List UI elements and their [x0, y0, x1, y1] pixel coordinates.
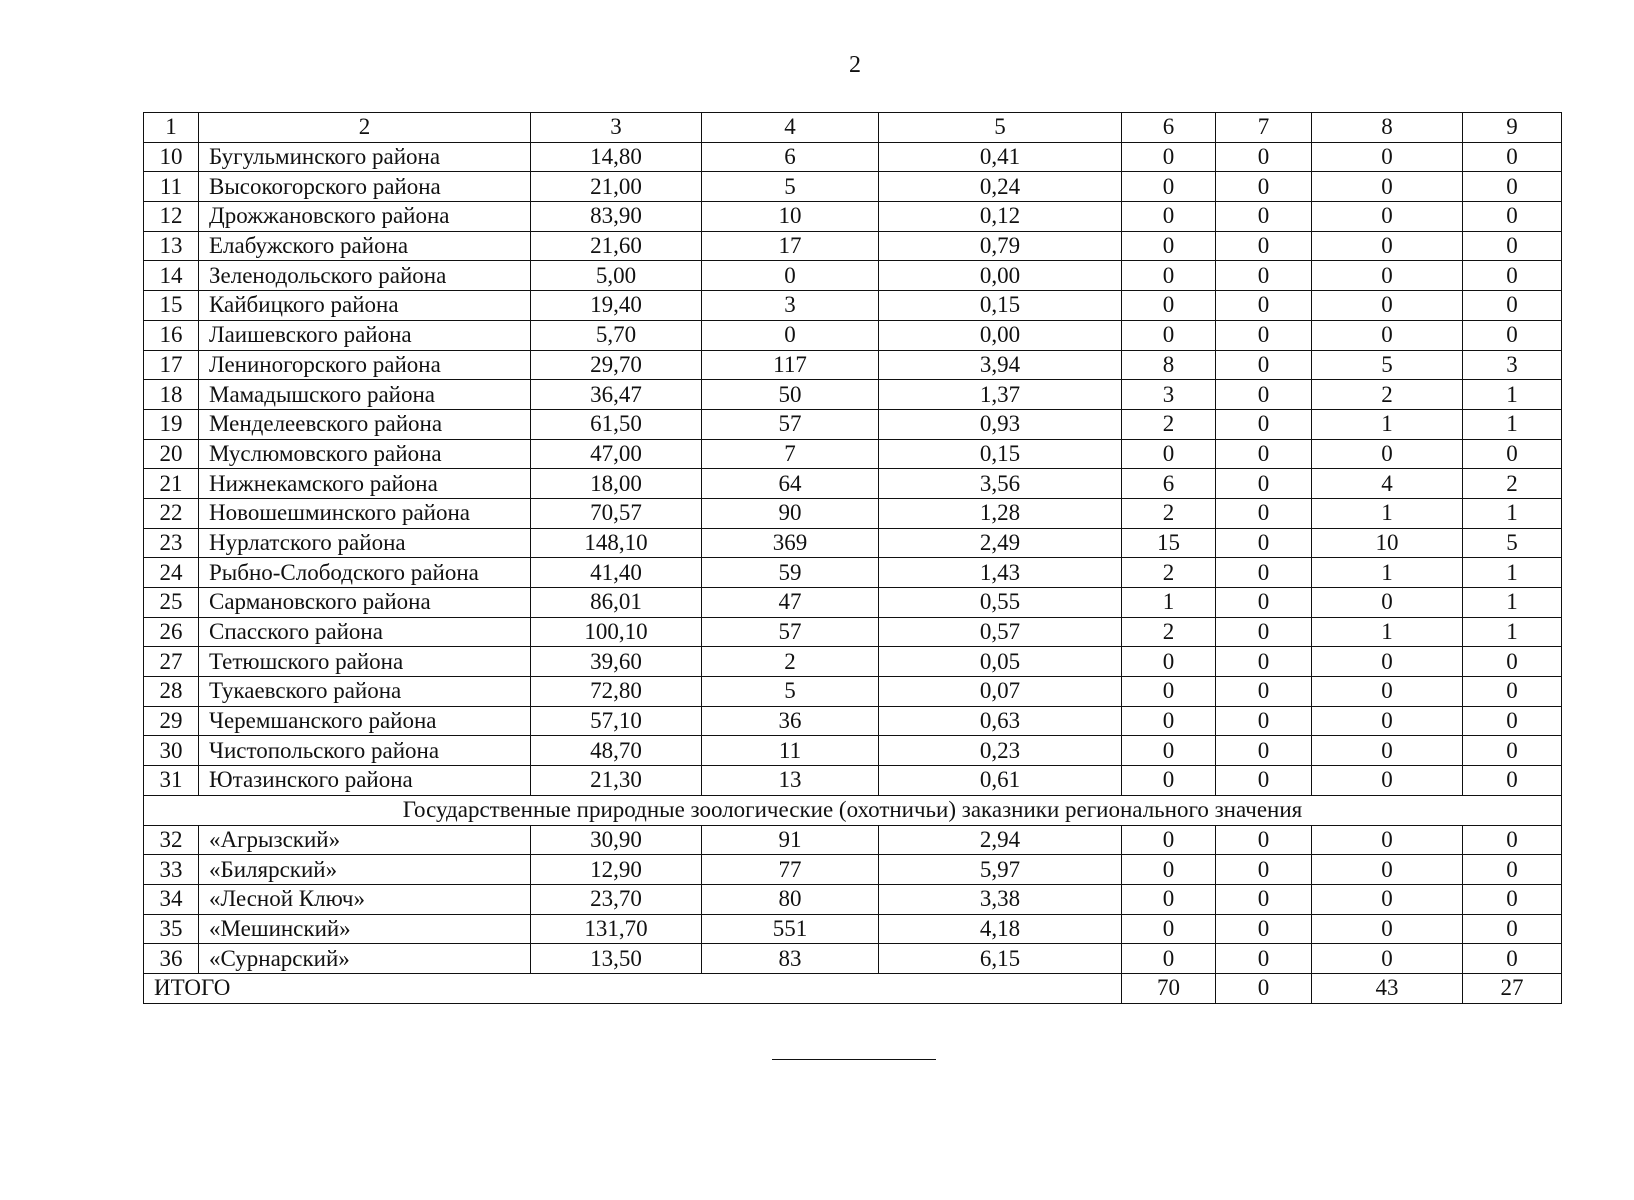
row-value: 2 [702, 647, 879, 677]
row-name: Елабужского района [199, 231, 531, 261]
header-cell: 8 [1312, 113, 1463, 143]
row-value: 0 [1216, 202, 1312, 232]
table-row [144, 706, 1562, 736]
row-value: 6 [702, 142, 879, 172]
row-number: 30 [144, 736, 199, 766]
section-row [144, 795, 1562, 825]
row-value: 6 [1122, 469, 1216, 499]
row-value: 1 [1463, 588, 1562, 618]
row-value: 0 [1463, 914, 1562, 944]
row-value: 36,47 [531, 380, 702, 410]
row-number: 21 [144, 469, 199, 499]
row-name: Чистопольского района [199, 736, 531, 766]
row-number: 12 [144, 202, 199, 232]
row-value: 0 [702, 261, 879, 291]
row-number: 25 [144, 588, 199, 618]
total-value: 70 [1122, 973, 1216, 1003]
table-row [144, 291, 1562, 321]
table-row [144, 855, 1562, 885]
table-row [144, 528, 1562, 558]
row-number: 32 [144, 825, 199, 855]
row-value: 0 [1216, 409, 1312, 439]
row-value: 3 [1463, 350, 1562, 380]
row-value: 1 [1463, 498, 1562, 528]
row-value: 1 [1463, 617, 1562, 647]
row-name: Лениногорского района [199, 350, 531, 380]
row-value: 18,00 [531, 469, 702, 499]
row-value: 61,50 [531, 409, 702, 439]
row-value: 47 [702, 588, 879, 618]
row-number: 29 [144, 706, 199, 736]
row-value: 0 [1122, 231, 1216, 261]
row-value: 90 [702, 498, 879, 528]
row-value: 2 [1122, 409, 1216, 439]
total-row [144, 973, 1562, 1003]
row-value: 0,07 [879, 677, 1122, 707]
row-value: 0 [1122, 261, 1216, 291]
row-value: 5 [702, 172, 879, 202]
row-name: Тукаевского района [199, 677, 531, 707]
table-row [144, 469, 1562, 499]
row-value: 2 [1122, 558, 1216, 588]
row-value: 0 [1312, 202, 1463, 232]
row-value: 7 [702, 439, 879, 469]
row-value: 0 [1122, 766, 1216, 796]
row-value: 0 [1216, 172, 1312, 202]
row-value: 3 [1122, 380, 1216, 410]
data-table [143, 112, 1562, 1004]
row-value: 6,15 [879, 944, 1122, 974]
row-value: 0 [1216, 528, 1312, 558]
row-value: 0 [1463, 855, 1562, 885]
row-value: 4,18 [879, 914, 1122, 944]
row-number: 18 [144, 380, 199, 410]
row-value: 48,70 [531, 736, 702, 766]
row-value: 0,05 [879, 647, 1122, 677]
total-label: ИТОГО [144, 973, 1122, 1003]
row-value: 0,61 [879, 766, 1122, 796]
row-name: Новошешминского района [199, 498, 531, 528]
row-name: Ютазинского района [199, 766, 531, 796]
table-row [144, 825, 1562, 855]
row-value: 0,00 [879, 320, 1122, 350]
row-value: 0 [1122, 291, 1216, 321]
row-number: 20 [144, 439, 199, 469]
row-value: 21,60 [531, 231, 702, 261]
row-value: 0 [1312, 677, 1463, 707]
table-row [144, 261, 1562, 291]
row-name: Муслюмовского района [199, 439, 531, 469]
header-cell: 9 [1463, 113, 1562, 143]
row-value: 0 [1463, 944, 1562, 974]
row-name: Менделеевского района [199, 409, 531, 439]
row-number: 35 [144, 914, 199, 944]
page-number: 2 [849, 52, 861, 78]
row-value: 1 [1312, 409, 1463, 439]
row-value: 5,00 [531, 261, 702, 291]
row-value: 0 [702, 320, 879, 350]
row-number: 16 [144, 320, 199, 350]
row-value: 21,30 [531, 766, 702, 796]
row-value: 0 [1216, 766, 1312, 796]
table-row [144, 142, 1562, 172]
row-name: Бугульминского района [199, 142, 531, 172]
total-value: 43 [1312, 973, 1463, 1003]
row-number: 33 [144, 855, 199, 885]
row-name: Сармановского района [199, 588, 531, 618]
row-value: 64 [702, 469, 879, 499]
row-value: 0 [1312, 706, 1463, 736]
row-value: 12,90 [531, 855, 702, 885]
table-row [144, 884, 1562, 914]
row-value: 131,70 [531, 914, 702, 944]
row-value: 0 [1216, 825, 1312, 855]
row-value: 0 [1463, 706, 1562, 736]
row-number: 26 [144, 617, 199, 647]
row-number: 34 [144, 884, 199, 914]
row-value: 15 [1122, 528, 1216, 558]
row-value: 0 [1122, 142, 1216, 172]
header-cell: 4 [702, 113, 879, 143]
table-row [144, 409, 1562, 439]
header-row [144, 113, 1562, 143]
header-cell: 7 [1216, 113, 1312, 143]
table-row [144, 558, 1562, 588]
row-name: «Билярский» [199, 855, 531, 885]
row-value: 2,49 [879, 528, 1122, 558]
row-value: 59 [702, 558, 879, 588]
end-rule [772, 1059, 936, 1060]
row-name: Нурлатского района [199, 528, 531, 558]
row-number: 11 [144, 172, 199, 202]
row-value: 0 [1122, 647, 1216, 677]
row-value: 0 [1312, 142, 1463, 172]
row-value: 0 [1312, 588, 1463, 618]
row-value: 57 [702, 409, 879, 439]
row-value: 0 [1463, 884, 1562, 914]
row-value: 0 [1216, 261, 1312, 291]
row-value: 77 [702, 855, 879, 885]
row-value: 0 [1216, 855, 1312, 885]
header-cell: 1 [144, 113, 199, 143]
row-value: 0 [1216, 706, 1312, 736]
table-row [144, 677, 1562, 707]
table-row [144, 350, 1562, 380]
row-value: 10 [702, 202, 879, 232]
row-value: 21,00 [531, 172, 702, 202]
row-value: 0,00 [879, 261, 1122, 291]
row-value: 0 [1463, 766, 1562, 796]
table-row [144, 647, 1562, 677]
row-value: 1 [1312, 558, 1463, 588]
table-row [144, 944, 1562, 974]
row-value: 0 [1312, 884, 1463, 914]
row-value: 0 [1122, 944, 1216, 974]
row-value: 0 [1216, 320, 1312, 350]
row-value: 0,24 [879, 172, 1122, 202]
row-value: 57,10 [531, 706, 702, 736]
row-value: 0 [1312, 766, 1463, 796]
row-value: 3,56 [879, 469, 1122, 499]
row-value: 0 [1312, 261, 1463, 291]
row-value: 14,80 [531, 142, 702, 172]
row-value: 2 [1122, 617, 1216, 647]
row-value: 2 [1463, 469, 1562, 499]
row-value: 0 [1216, 439, 1312, 469]
table-row [144, 914, 1562, 944]
row-value: 0 [1122, 320, 1216, 350]
row-value: 100,10 [531, 617, 702, 647]
header-cell: 6 [1122, 113, 1216, 143]
row-value: 3 [702, 291, 879, 321]
row-value: 0,63 [879, 706, 1122, 736]
row-value: 0 [1463, 736, 1562, 766]
row-value: 86,01 [531, 588, 702, 618]
header-cell: 5 [879, 113, 1122, 143]
row-name: Мамадышского района [199, 380, 531, 410]
row-value: 0 [1216, 617, 1312, 647]
row-value: 0 [1122, 677, 1216, 707]
row-value: 5 [1312, 350, 1463, 380]
row-name: «Лесной Ключ» [199, 884, 531, 914]
row-value: 72,80 [531, 677, 702, 707]
table-row [144, 202, 1562, 232]
row-value: 0,93 [879, 409, 1122, 439]
row-name: Черемшанского района [199, 706, 531, 736]
row-value: 0 [1312, 736, 1463, 766]
row-value: 57 [702, 617, 879, 647]
row-value: 1,43 [879, 558, 1122, 588]
row-value: 0 [1312, 647, 1463, 677]
row-value: 19,40 [531, 291, 702, 321]
row-number: 23 [144, 528, 199, 558]
row-value: 70,57 [531, 498, 702, 528]
row-value: 41,40 [531, 558, 702, 588]
header-cell: 3 [531, 113, 702, 143]
table-body [144, 113, 1562, 1004]
row-number: 28 [144, 677, 199, 707]
table-row [144, 588, 1562, 618]
row-value: 30,90 [531, 825, 702, 855]
row-value: 0,15 [879, 439, 1122, 469]
table-row [144, 498, 1562, 528]
row-value: 11 [702, 736, 879, 766]
row-value: 5 [702, 677, 879, 707]
row-value: 0,41 [879, 142, 1122, 172]
row-value: 17 [702, 231, 879, 261]
row-value: 2,94 [879, 825, 1122, 855]
row-value: 47,00 [531, 439, 702, 469]
row-value: 91 [702, 825, 879, 855]
row-value: 0 [1312, 855, 1463, 885]
row-number: 10 [144, 142, 199, 172]
row-value: 0 [1463, 142, 1562, 172]
row-name: «Агрызский» [199, 825, 531, 855]
row-value: 0 [1216, 677, 1312, 707]
row-name: «Сурнарский» [199, 944, 531, 974]
row-value: 0 [1463, 677, 1562, 707]
row-value: 0 [1463, 202, 1562, 232]
row-value: 148,10 [531, 528, 702, 558]
row-value: 0 [1216, 498, 1312, 528]
row-value: 0 [1122, 914, 1216, 944]
table-row [144, 439, 1562, 469]
row-value: 8 [1122, 350, 1216, 380]
total-value: 27 [1463, 973, 1562, 1003]
row-number: 27 [144, 647, 199, 677]
row-value: 0 [1463, 291, 1562, 321]
row-number: 31 [144, 766, 199, 796]
row-value: 0 [1216, 944, 1312, 974]
row-value: 0 [1312, 439, 1463, 469]
row-value: 1 [1312, 498, 1463, 528]
row-value: 0,23 [879, 736, 1122, 766]
row-value: 1 [1463, 409, 1562, 439]
row-name: «Мешинский» [199, 914, 531, 944]
row-value: 0 [1463, 261, 1562, 291]
row-value: 80 [702, 884, 879, 914]
row-name: Лаишевского района [199, 320, 531, 350]
row-number: 13 [144, 231, 199, 261]
row-value: 0 [1216, 231, 1312, 261]
row-name: Нижнекамского района [199, 469, 531, 499]
row-value: 0 [1216, 558, 1312, 588]
row-value: 0 [1463, 320, 1562, 350]
row-value: 3,38 [879, 884, 1122, 914]
table-row [144, 380, 1562, 410]
row-value: 0,15 [879, 291, 1122, 321]
row-value: 0,12 [879, 202, 1122, 232]
row-value: 0 [1122, 825, 1216, 855]
row-value: 5 [1463, 528, 1562, 558]
row-value: 0,79 [879, 231, 1122, 261]
row-value: 3,94 [879, 350, 1122, 380]
row-value: 1 [1122, 588, 1216, 618]
row-value: 0 [1312, 944, 1463, 974]
row-value: 0 [1122, 202, 1216, 232]
table-row [144, 231, 1562, 261]
table-row [144, 766, 1562, 796]
row-value: 0 [1463, 231, 1562, 261]
total-value: 0 [1216, 973, 1312, 1003]
row-value: 0 [1216, 350, 1312, 380]
row-value: 0 [1122, 706, 1216, 736]
row-value: 0 [1463, 825, 1562, 855]
section-title: Государственные природные зоологические (охотничьи) заказники регионального значения [144, 795, 1562, 825]
row-value: 0 [1216, 647, 1312, 677]
header-cell: 2 [199, 113, 531, 143]
row-number: 19 [144, 409, 199, 439]
row-number: 24 [144, 558, 199, 588]
row-value: 2 [1312, 380, 1463, 410]
row-value: 0 [1216, 884, 1312, 914]
row-value: 1 [1463, 380, 1562, 410]
row-value: 0 [1463, 439, 1562, 469]
row-value: 0,57 [879, 617, 1122, 647]
row-value: 0 [1122, 736, 1216, 766]
row-value: 0 [1216, 380, 1312, 410]
row-name: Спасского района [199, 617, 531, 647]
row-name: Рыбно-Слободского района [199, 558, 531, 588]
row-value: 0 [1122, 855, 1216, 885]
row-value: 1 [1312, 617, 1463, 647]
row-value: 1,28 [879, 498, 1122, 528]
row-number: 15 [144, 291, 199, 321]
row-name: Высокогорского района [199, 172, 531, 202]
row-value: 39,60 [531, 647, 702, 677]
row-name: Кайбицкого района [199, 291, 531, 321]
row-value: 0 [1463, 647, 1562, 677]
row-value: 0 [1122, 439, 1216, 469]
row-value: 0 [1312, 825, 1463, 855]
row-number: 36 [144, 944, 199, 974]
row-value: 0 [1312, 172, 1463, 202]
table-row [144, 617, 1562, 647]
row-value: 2 [1122, 498, 1216, 528]
table-row [144, 320, 1562, 350]
table-row [144, 172, 1562, 202]
row-value: 29,70 [531, 350, 702, 380]
row-value: 0 [1463, 172, 1562, 202]
row-value: 0 [1216, 469, 1312, 499]
row-value: 4 [1312, 469, 1463, 499]
row-value: 369 [702, 528, 879, 558]
row-number: 14 [144, 261, 199, 291]
row-value: 10 [1312, 528, 1463, 558]
table-row [144, 736, 1562, 766]
row-name: Тетюшского района [199, 647, 531, 677]
row-value: 117 [702, 350, 879, 380]
row-name: Дрожжановского района [199, 202, 531, 232]
row-value: 0 [1312, 231, 1463, 261]
row-value: 0,55 [879, 588, 1122, 618]
row-value: 13 [702, 766, 879, 796]
row-value: 23,70 [531, 884, 702, 914]
row-value: 83,90 [531, 202, 702, 232]
row-value: 5,70 [531, 320, 702, 350]
row-value: 0 [1122, 172, 1216, 202]
row-number: 17 [144, 350, 199, 380]
row-value: 551 [702, 914, 879, 944]
row-value: 0 [1312, 291, 1463, 321]
row-value: 50 [702, 380, 879, 410]
row-value: 1,37 [879, 380, 1122, 410]
row-value: 0 [1216, 914, 1312, 944]
row-value: 0 [1216, 736, 1312, 766]
row-value: 0 [1122, 884, 1216, 914]
row-value: 13,50 [531, 944, 702, 974]
row-value: 36 [702, 706, 879, 736]
row-number: 22 [144, 498, 199, 528]
row-value: 83 [702, 944, 879, 974]
row-value: 0 [1216, 142, 1312, 172]
row-value: 0 [1312, 320, 1463, 350]
row-value: 5,97 [879, 855, 1122, 885]
row-value: 0 [1312, 914, 1463, 944]
row-value: 0 [1216, 588, 1312, 618]
row-value: 0 [1216, 291, 1312, 321]
row-value: 1 [1463, 558, 1562, 588]
row-name: Зеленодольского района [199, 261, 531, 291]
